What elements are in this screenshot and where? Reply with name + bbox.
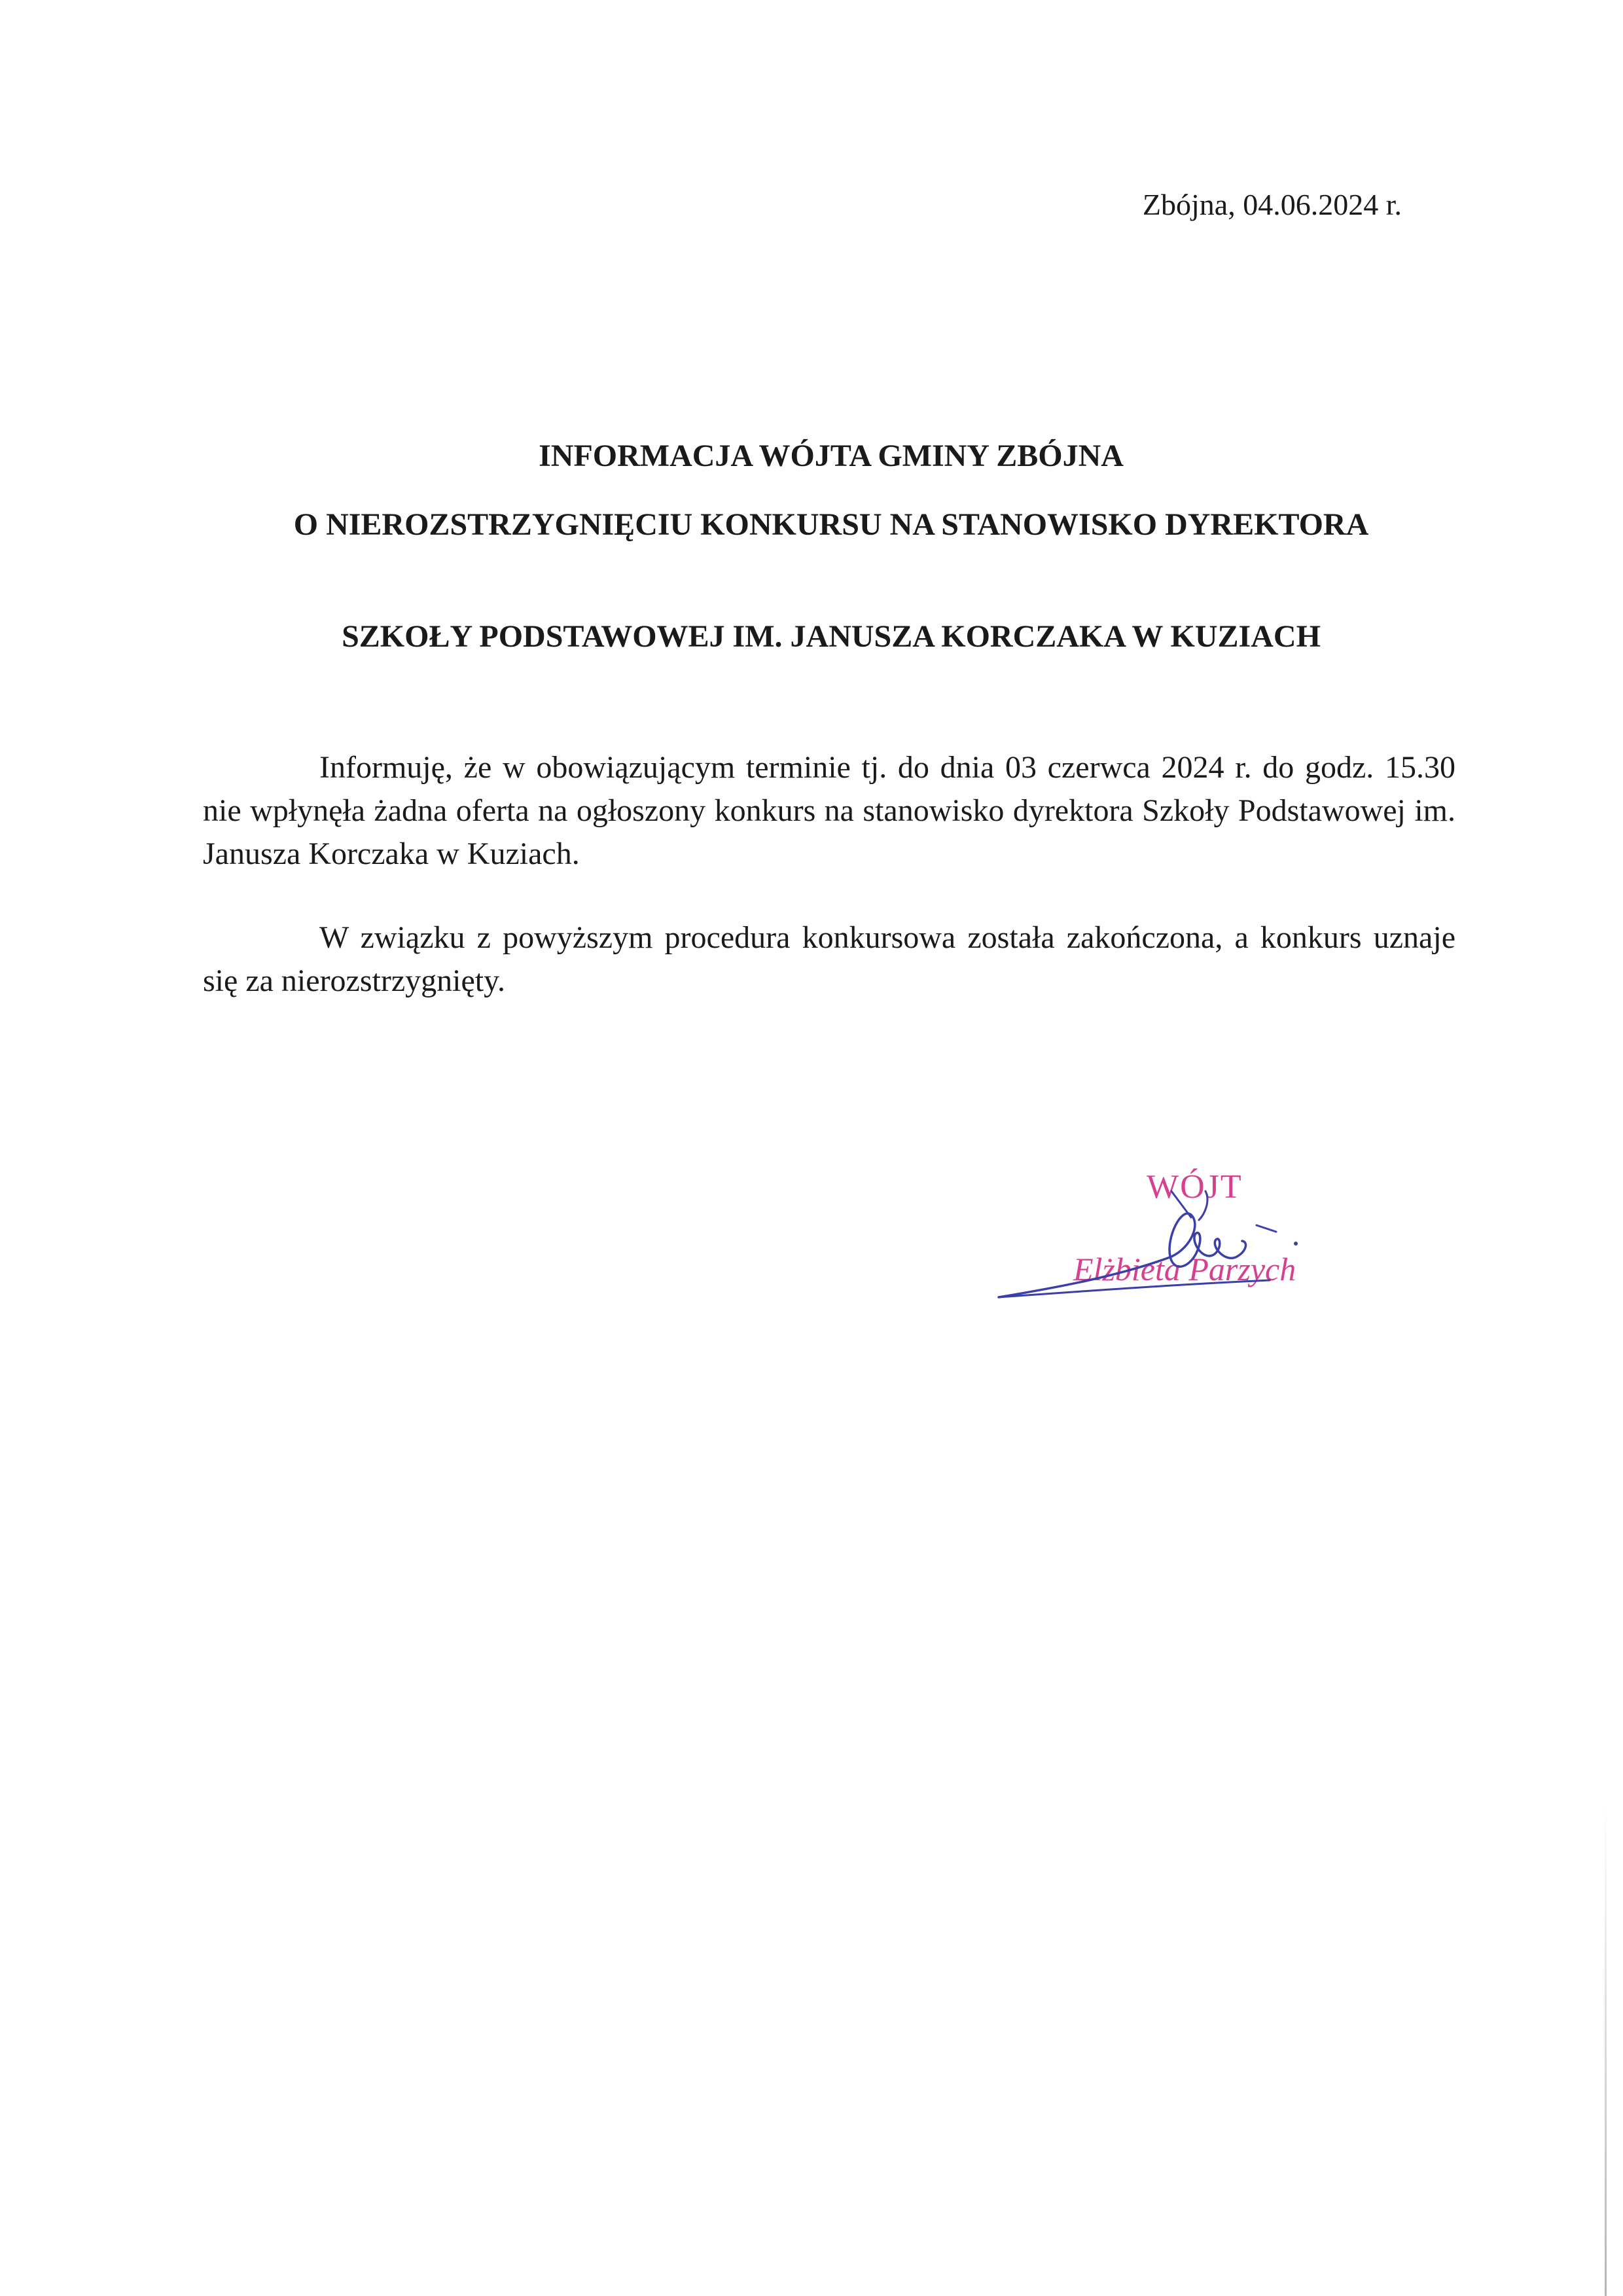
title-line-2: O NIEROZSTRZYGNIĘCIU KONKURSU NA STANOWISKO DYREKTORA: [293, 507, 1369, 542]
date-line: Zbójna, 04.06.2024 r.: [1142, 188, 1402, 221]
scan-edge-line: [1605, 1806, 1607, 2296]
signature-stamp: [995, 1152, 1335, 1322]
body-paragraph-1: Informuję, że w obowiązującym terminie tj. do dnia 03 czerwca 2024 r. do godz. 15.30 nie wpłynęła żadna oferta na ogłoszony konkurs na stanowisko dyrektora Szkoły Podstawowej im. Janusza Korczaka w Kuziach.: [203, 750, 1455, 871]
stamp-name: Elżbieta Parzych: [1073, 1251, 1296, 1287]
title-line-3: SZKOŁY PODSTAWOWEJ IM. JANUSZA KORCZAKA W KUZIACH: [342, 619, 1321, 654]
body-paragraph-2: W związku z powyższym procedura konkursowa została zakończona, a konkurs uznaje się za nierozstrzygnięty.: [203, 920, 1455, 998]
handwritten-signature: [995, 1152, 1335, 1322]
title-line-1: INFORMACJA WÓJTA GMINY ZBÓJNA: [539, 439, 1124, 473]
stamp-title: WÓJT: [1147, 1168, 1243, 1206]
